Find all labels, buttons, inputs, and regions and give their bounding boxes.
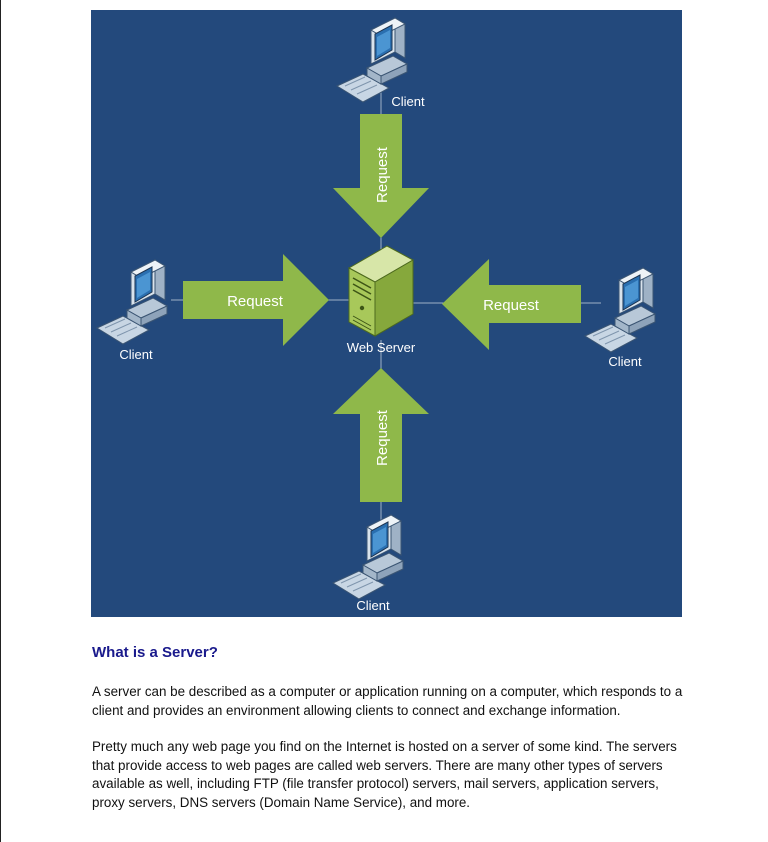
paragraph-server-definition: A server can be described as a computer or application running on a computer, which responds to a client and provides an environment allowing clients to connect and exchange information. (92, 684, 683, 718)
client-server-diagram (91, 10, 682, 617)
request-arrow-left-label: Request (227, 293, 283, 310)
web-server-label: Web Server (346, 340, 416, 355)
client-left-label: Client (119, 347, 153, 362)
paragraph-web-servers: Pretty much any web page you find on the Internet is hosted on a server of some kind. The servers that provide access to web pages are called web servers. There are many other types of servers available as well, including FTP (file transfer protocol) servers, mail servers, application servers, proxy servers, DNS servers (Domain Name Service), and more. (92, 739, 677, 810)
request-arrow-top-label: Request (374, 147, 391, 203)
page-edge-line (0, 0, 1, 842)
request-arrow-right-label: Request (483, 297, 539, 314)
request-arrow-bottom-label: Request (374, 410, 391, 466)
client-bottom-label: Client (356, 598, 390, 613)
client-top-label: Client (391, 94, 425, 109)
client-right-label: Client (608, 354, 642, 369)
section-heading: What is a Server? (92, 644, 218, 661)
